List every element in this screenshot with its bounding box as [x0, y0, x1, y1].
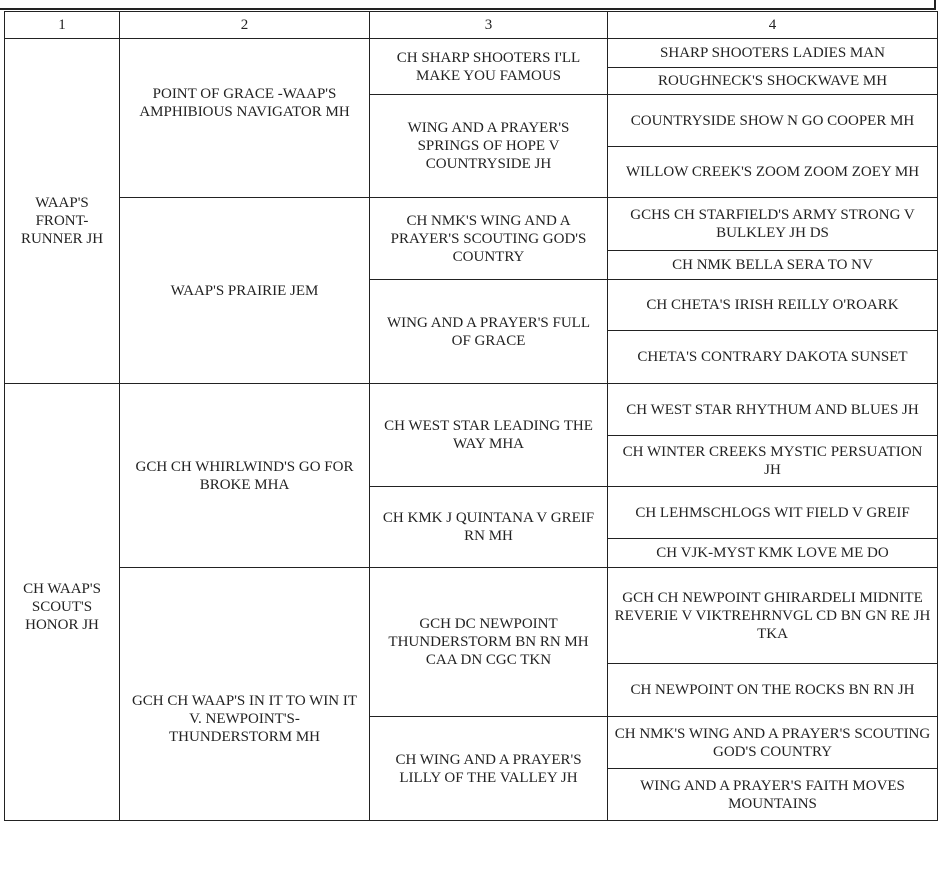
gen4-3: COUNTRYSIDE SHOW N GO COOPER MH	[608, 95, 938, 147]
gen4-15: CH NMK'S WING AND A PRAYER'S SCOUTING GOD'S COUNTRY	[608, 717, 938, 769]
gen2-2: WAAP'S PRAIRIE JEM	[120, 198, 370, 384]
gen4-9: CH WEST STAR RHYTHUM AND BLUES JH	[608, 384, 938, 436]
gen3-6: CH KMK J QUINTANA V GREIF RN MH	[370, 487, 608, 568]
gen4-1: SHARP SHOOTERS LADIES MAN	[608, 39, 938, 68]
gen3-8: CH WING AND A PRAYER'S LILLY OF THE VALLEY JH	[370, 717, 608, 821]
gen2-1: POINT OF GRACE -WAAP'S AMPHIBIOUS NAVIGATOR MH	[120, 39, 370, 198]
header-gen-3: 3	[370, 12, 608, 39]
gen2-3: GCH CH WHIRLWIND'S GO FOR BROKE MHA	[120, 384, 370, 568]
header-gen-1: 1	[5, 12, 120, 39]
gen4-13: GCH CH NEWPOINT GHIRARDELI MIDNITE REVERIE V VIKTREHRNVGL CD BN GN RE JH TKA	[608, 568, 938, 664]
header-row	[5, 12, 938, 39]
gen1-sire: WAAP'S FRONT- RUNNER JH	[5, 39, 120, 384]
header-gen-2: 2	[120, 12, 370, 39]
gen4-4: WILLOW CREEK'S ZOOM ZOOM ZOEY MH	[608, 147, 938, 198]
gen4-14: CH NEWPOINT ON THE ROCKS BN RN JH	[608, 664, 938, 717]
gen3-1: CH SHARP SHOOTERS I'LL MAKE YOU FAMOUS	[370, 39, 608, 95]
gen4-12: CH VJK-MYST KMK LOVE ME DO	[608, 539, 938, 568]
gen1-dam: CH WAAP'S SCOUT'S HONOR JH	[5, 384, 120, 821]
gen3-4: WING AND A PRAYER'S FULL OF GRACE	[370, 280, 608, 384]
table-top-border	[0, 0, 936, 10]
pedigree-table	[4, 11, 938, 821]
gen3-3: CH NMK'S WING AND A PRAYER'S SCOUTING GOD'S COUNTRY	[370, 198, 608, 280]
gen4-10: CH WINTER CREEKS MYSTIC PERSUATION JH	[608, 436, 938, 487]
gen4-5: GCHS CH STARFIELD'S ARMY STRONG V BULKLEY JH DS	[608, 198, 938, 251]
gen3-2: WING AND A PRAYER'S SPRINGS OF HOPE V COUNTRYSIDE JH	[370, 95, 608, 198]
gen3-5: CH WEST STAR LEADING THE WAY MHA	[370, 384, 608, 487]
gen4-8: CHETA'S CONTRARY DAKOTA SUNSET	[608, 331, 938, 384]
gen4-16: WING AND A PRAYER'S FAITH MOVES MOUNTAINS	[608, 769, 938, 821]
gen4-6: CH NMK BELLA SERA TO NV	[608, 251, 938, 280]
header-gen-4: 4	[608, 12, 938, 39]
gen4-2: ROUGHNECK'S SHOCKWAVE MH	[608, 68, 938, 95]
gen4-11: CH LEHMSCHLOGS WIT FIELD V GREIF	[608, 487, 938, 539]
gen2-4: GCH CH WAAP'S IN IT TO WIN IT V. NEWPOINT'S- THUNDERSTORM MH	[120, 568, 370, 821]
gen4-7: CH CHETA'S IRISH REILLY O'ROARK	[608, 280, 938, 331]
gen3-7: GCH DC NEWPOINT THUNDERSTORM BN RN MH CAA DN CGC TKN	[370, 568, 608, 717]
